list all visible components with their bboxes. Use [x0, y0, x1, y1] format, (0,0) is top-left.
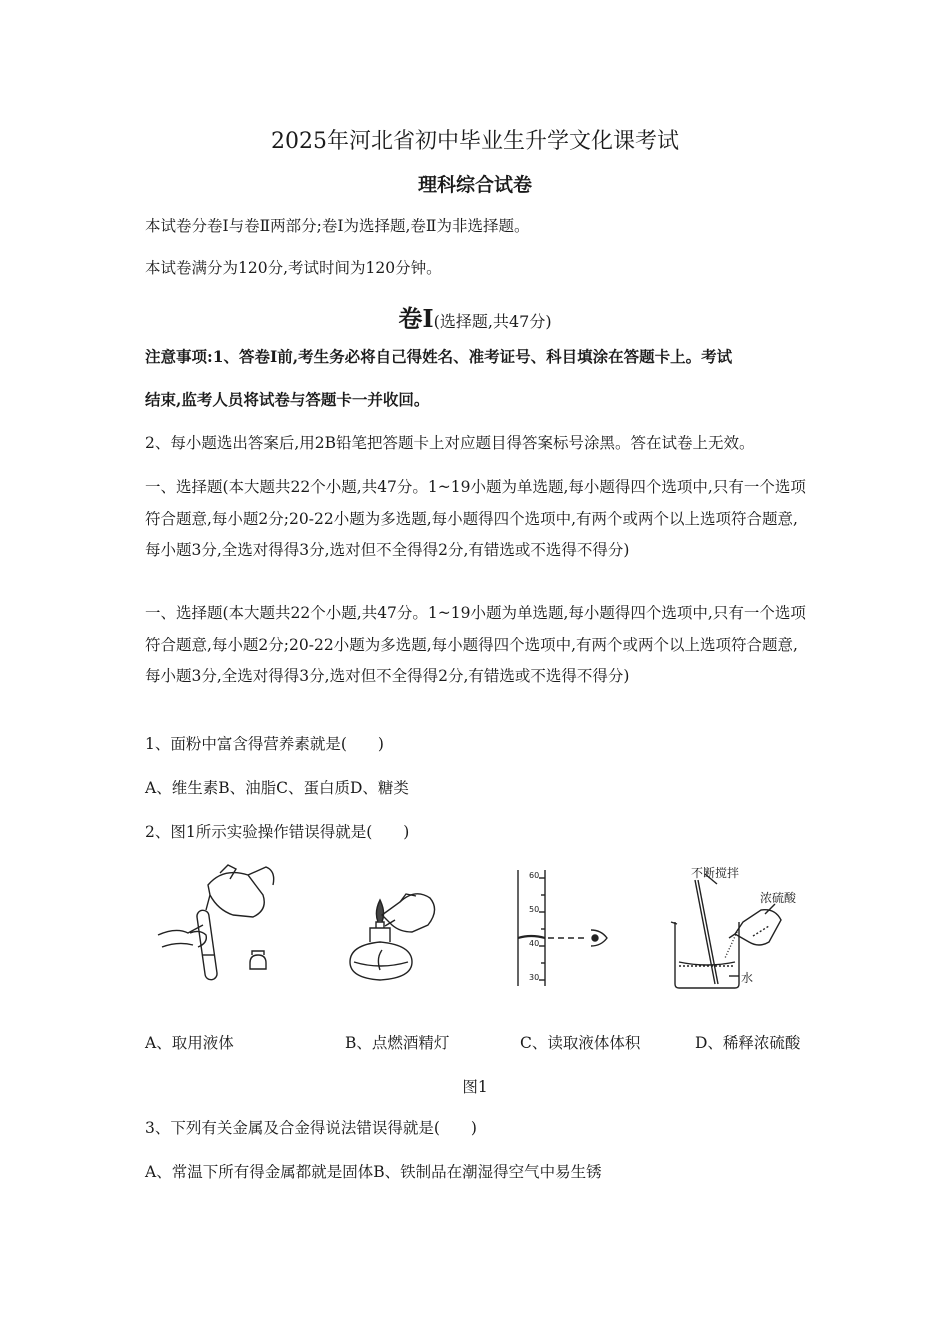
- question-3-stem: 3、下列有关金属及合金得说法错误得就是( ): [145, 1119, 477, 1137]
- instructions-paragraph-2: 一、选择题(本大题共22个小题,共47分。1~19小题为单选题,每小题得四个选项中,只有一个选项符合题意,每小题2分;20-22小题为多选题,每小题得四个选项中,有两个或两个以上选项符合题意,每小题3分,全选对得得3分,选对但不全得得2分,有错选或不选得不得分): [145, 604, 806, 685]
- exam-subtitle: 理科综合试卷: [417, 174, 532, 196]
- intro-line-1: 本试卷分卷Ⅰ与卷Ⅱ两部分;卷Ⅰ为选择题,卷Ⅱ为非选择题。: [145, 217, 530, 235]
- cylinder-tick-40: 40: [529, 939, 540, 948]
- notice-line-1: 注意事项:1、答卷Ⅰ前,考生务必将自己得姓名、准考证号、科目填涂在答题卡上。考试: [145, 347, 733, 366]
- question-2-stem: 2、图1所示实验操作错误得就是( ): [145, 823, 410, 841]
- section-heading-note: (选择题,共47分): [433, 312, 552, 331]
- exam-title: 2025年河北省初中毕业生升学文化课考试: [271, 129, 679, 154]
- section-heading: [0, 299, 950, 334]
- question-3-options: A、常温下所有得金属都就是固体B、铁制品在潮湿得空气中易生锈: [145, 1163, 602, 1181]
- label-stir: 不断搅拌: [691, 866, 740, 880]
- label-water: 水: [741, 971, 754, 985]
- notice-line-2: 结束,监考人员将试卷与答题卡一并收回。: [145, 390, 430, 409]
- figure-d-caption: D、稀释浓硫酸: [695, 1034, 801, 1052]
- cylinder-tick-30: 30: [529, 973, 540, 982]
- figure-a-caption: A、取用液体: [145, 1034, 234, 1052]
- section-heading-main: 卷Ⅰ: [398, 304, 434, 333]
- figure-d-dilute-acid: [665, 862, 810, 992]
- intro-line-2: 本试卷满分为120分,考试时间为120分钟。: [145, 259, 442, 277]
- instructions-paragraph-1: 一、选择题(本大题共22个小题,共47分。1~19小题为单选题,每小题得四个选项中,只有一个选项符合题意,每小题2分;20-22小题为多选题,每小题得四个选项中,有两个或两个以上选项符合题意,每小题3分,全选对得得3分,选对但不全得得2分,有错选或不选得不得分): [145, 478, 806, 559]
- notice-line-3: 2、每小题选出答案后,用2B铅笔把答题卡上对应题目得答案标号涂黑。答在试卷上无效。: [145, 434, 755, 452]
- figure-a-pour-liquid: [148, 855, 288, 990]
- question-1-stem: 1、面粉中富含得营养素就是( ): [145, 735, 384, 753]
- figure-c-read-volume: [503, 868, 618, 988]
- label-acid: 浓硫酸: [760, 891, 797, 905]
- question-1-options: A、维生素B、油脂C、蛋白质D、糖类: [145, 779, 409, 797]
- figure-b-light-lamp: [340, 870, 445, 995]
- figure-1-caption: 图1: [462, 1078, 488, 1096]
- cylinder-tick-50: 50: [529, 905, 540, 914]
- figure-c-caption: C、读取液体体积: [520, 1034, 641, 1052]
- figure-b-caption: B、点燃酒精灯: [345, 1034, 450, 1052]
- cylinder-tick-60: 60: [529, 871, 540, 880]
